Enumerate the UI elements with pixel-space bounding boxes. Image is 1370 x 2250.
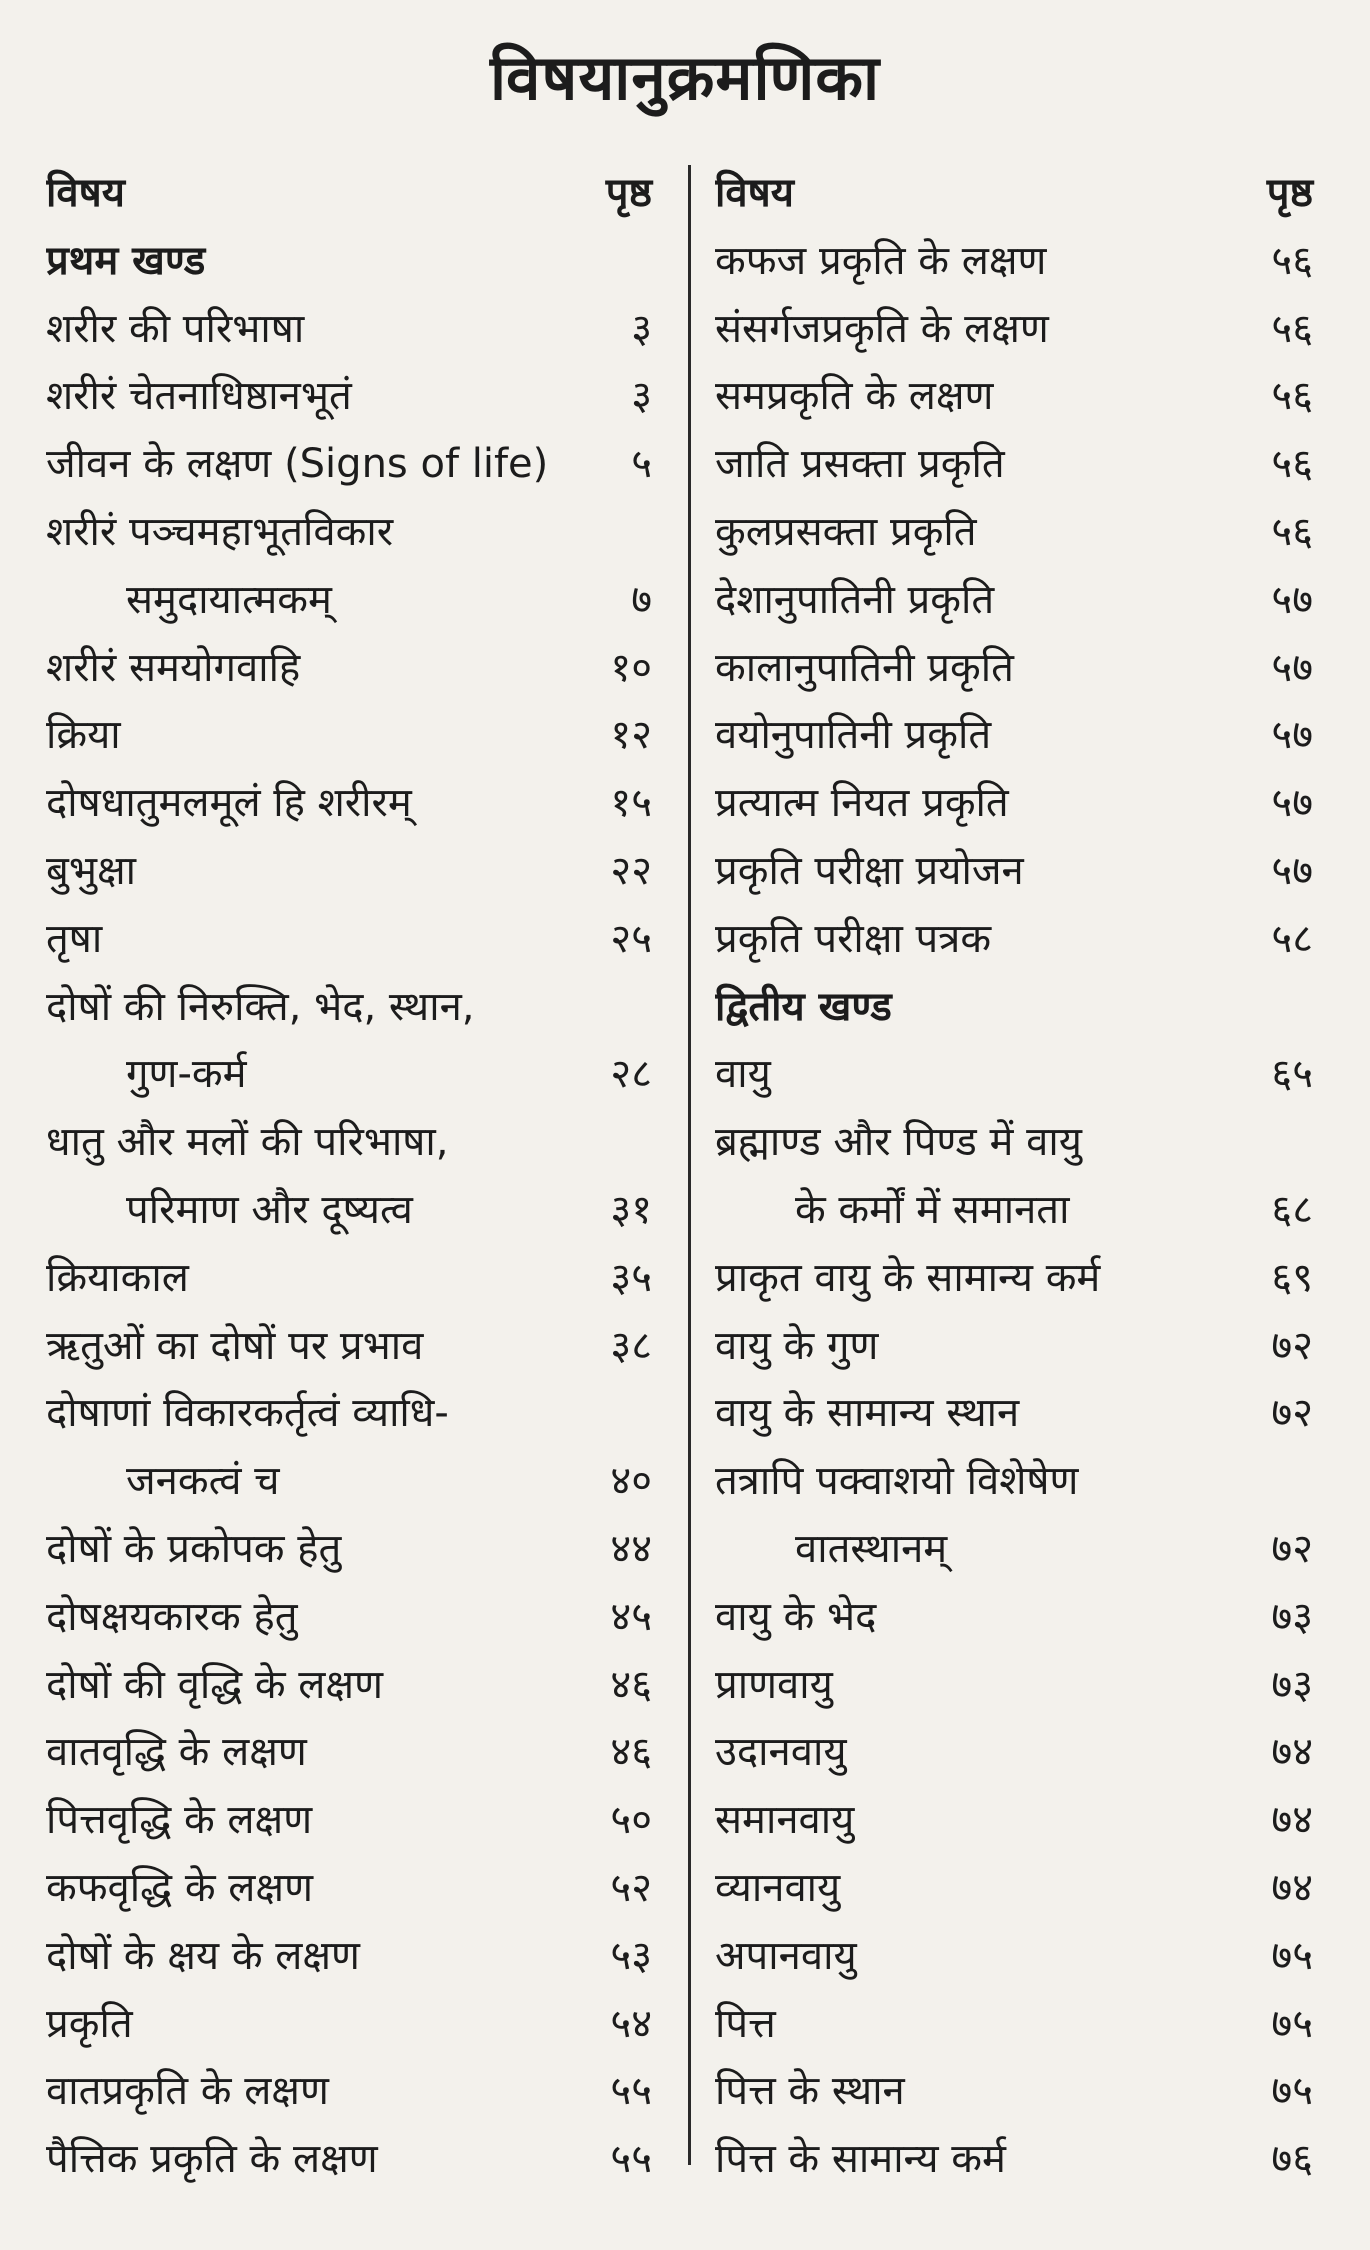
index-entry — [46, 431, 652, 499]
page-title: विषयानुक्रमणिका — [489, 41, 881, 114]
index-entry — [46, 1380, 652, 1448]
entry-page: ५४ — [610, 2000, 652, 2047]
entry-topic: कालानुपातिनी प्रकृति — [715, 644, 1014, 691]
page-header: पृष्ठ — [1266, 170, 1313, 216]
entry-page: २२ — [610, 847, 652, 894]
entry-topic: शरीरं पञ्चमहाभूतविकार — [46, 508, 394, 555]
index-entry — [46, 1584, 652, 1652]
entry-topic: जनकत्वं च — [126, 1458, 280, 1505]
index-entry — [46, 1313, 652, 1381]
index-entry — [715, 1652, 1313, 1720]
entry-page: ७५ — [1271, 2000, 1313, 2047]
index-entry — [715, 635, 1313, 703]
index-entry — [715, 1109, 1313, 1177]
column-header — [715, 160, 1313, 228]
entry-page: २८ — [610, 1051, 652, 1098]
entry-topic: दोषाणां विकारकर्तृत्वं व्याधि- — [46, 1390, 449, 1437]
index-entry — [715, 567, 1313, 635]
index-entry — [46, 838, 652, 906]
topic-header: विषय — [46, 170, 125, 216]
entry-page: २५ — [610, 915, 652, 962]
index-entry — [715, 431, 1313, 499]
entry-page: १० — [610, 644, 652, 691]
entry-topic: समप्रकृति के लक्षण — [715, 373, 994, 420]
entry-topic: वायु के गुण — [715, 1322, 879, 1369]
entry-page: ७२ — [1271, 1322, 1313, 1369]
index-entry — [715, 1923, 1313, 1991]
column-header — [46, 160, 652, 228]
section-heading — [46, 228, 652, 296]
entry-topic: पित्त के स्थान — [715, 2068, 905, 2115]
entry-page: ७६ — [1271, 2136, 1313, 2183]
index-entry — [46, 567, 652, 635]
entry-page: ४५ — [610, 1593, 652, 1640]
entry-page: ७ — [631, 576, 652, 623]
entry-topic: वातप्रकृति के लक्षण — [46, 2068, 329, 2115]
index-entry — [46, 635, 652, 703]
entry-page: ७५ — [1271, 2068, 1313, 2115]
index-entry — [715, 296, 1313, 364]
entry-topic: के कर्मों में समानता — [795, 1186, 1070, 1233]
entry-page: ५ — [631, 441, 652, 488]
entry-topic: ब्रह्माण्ड और पिण्ड में वायु — [715, 1119, 1082, 1166]
index-entry — [715, 499, 1313, 567]
index-entry — [46, 974, 652, 1042]
entry-topic: प्रकृति परीक्षा पत्रक — [715, 915, 992, 962]
entry-page: ५७ — [1271, 780, 1313, 827]
entry-topic: क्रियाकाल — [46, 1254, 189, 1301]
entry-topic: क्रिया — [46, 712, 121, 759]
entry-topic: बुभुक्षा — [46, 847, 136, 894]
index-entry — [46, 296, 652, 364]
index-entry — [46, 1991, 652, 2059]
index-entry — [46, 1923, 652, 1991]
entry-topic: दोषक्षयकारक हेतु — [46, 1593, 298, 1640]
right-entries — [715, 228, 1313, 2194]
entry-page: ३१ — [610, 1186, 652, 1233]
entry-page: ५६ — [1271, 508, 1313, 555]
entry-page: ५७ — [1271, 847, 1313, 894]
section-title: प्रथम खण्ड — [46, 237, 206, 284]
index-entry — [715, 1516, 1313, 1584]
entry-page: ५७ — [1271, 576, 1313, 623]
entry-page: ५२ — [610, 1864, 652, 1911]
index-entry — [46, 1109, 652, 1177]
index-entry — [46, 770, 652, 838]
index-entry — [715, 1584, 1313, 1652]
index-entry — [715, 1719, 1313, 1787]
index-entry — [46, 1719, 652, 1787]
index-entry — [46, 499, 652, 567]
topic-header: विषय — [715, 170, 794, 216]
entry-page: ३ — [631, 305, 652, 352]
entry-topic: दोषों की निरुक्ति, भेद, स्थान, — [46, 983, 475, 1030]
entry-page: ५६ — [1271, 237, 1313, 284]
entry-page: ६५ — [1271, 1051, 1313, 1098]
entry-topic: उदानवायु — [715, 1729, 847, 1776]
index-entry — [715, 1855, 1313, 1923]
index-entry — [46, 1516, 652, 1584]
entry-topic: दोषधातुमलमूलं हि शरीरम् — [46, 780, 412, 827]
index-entry — [715, 1245, 1313, 1313]
index-entry — [715, 2058, 1313, 2126]
entry-topic: वायु के सामान्य स्थान — [715, 1390, 1020, 1437]
index-entry — [715, 770, 1313, 838]
index-entry — [715, 1313, 1313, 1381]
entry-page: ७४ — [1271, 1729, 1313, 1776]
entry-topic: समानवायु — [715, 1797, 855, 1844]
entry-page: ५७ — [1271, 644, 1313, 691]
entry-topic: प्राणवायु — [715, 1661, 833, 1708]
index-entry — [715, 1177, 1313, 1245]
index-entry — [46, 2058, 652, 2126]
entry-topic: दोषों के क्षय के लक्षण — [46, 1932, 360, 1979]
entry-page: ४४ — [610, 1525, 652, 1572]
entry-page: ५६ — [1271, 305, 1313, 352]
index-entry — [46, 1245, 652, 1313]
entry-topic: दोषों की वृद्धि के लक्षण — [46, 1661, 384, 1708]
entry-page: ४० — [610, 1458, 652, 1505]
entry-page: ७४ — [1271, 1797, 1313, 1844]
entry-topic: तृषा — [46, 915, 103, 962]
index-entry — [715, 838, 1313, 906]
entry-topic: जीवन के लक्षण (Signs of life) — [46, 441, 549, 488]
index-entry — [715, 1041, 1313, 1109]
index-entry — [46, 363, 652, 431]
entry-page: ६८ — [1271, 1186, 1313, 1233]
index-entry — [46, 906, 652, 974]
index-entry — [46, 1041, 652, 1109]
index-entry — [46, 1855, 652, 1923]
index-entry — [46, 1787, 652, 1855]
entry-topic: शरीर की परिभाषा — [46, 305, 305, 352]
entry-page: ७२ — [1271, 1525, 1313, 1572]
entry-page: ५३ — [610, 1932, 652, 1979]
index-entry — [715, 702, 1313, 770]
entry-topic: वातस्थानम् — [795, 1525, 948, 1572]
column-divider — [688, 165, 691, 2165]
entry-topic: व्यानवायु — [715, 1864, 841, 1911]
entry-topic: प्रकृति परीक्षा प्रयोजन — [715, 847, 1024, 894]
entry-topic: प्रकृति — [46, 2000, 133, 2047]
entry-topic: समुदायात्मकम् — [126, 576, 332, 623]
entry-topic: प्रत्यात्म नियत प्रकृति — [715, 780, 1009, 827]
entry-topic: कफज प्रकृति के लक्षण — [715, 237, 1047, 284]
index-entry — [715, 1991, 1313, 2059]
index-entry — [46, 2126, 652, 2194]
entry-topic: शरीरं चेतनाधिष्ठानभूतं — [46, 373, 352, 420]
entry-page: ६९ — [1271, 1254, 1313, 1301]
entry-topic: पित्त — [715, 2000, 776, 2047]
index-entry — [715, 1380, 1313, 1448]
entry-page: ५८ — [1271, 915, 1313, 962]
entry-page: ३५ — [610, 1254, 652, 1301]
entry-page: ३ — [631, 373, 652, 420]
entry-page: ५५ — [610, 2068, 652, 2115]
entry-page: ७२ — [1271, 1390, 1313, 1437]
index-entry — [46, 1652, 652, 1720]
index-entry — [715, 1787, 1313, 1855]
entry-page: ७३ — [1271, 1593, 1313, 1640]
left-entries — [46, 228, 652, 2194]
index-entry — [46, 702, 652, 770]
left-column — [46, 160, 652, 2194]
entry-topic: वायु के भेद — [715, 1593, 877, 1640]
section-heading — [715, 974, 1313, 1042]
entry-page: १२ — [610, 712, 652, 759]
index-entry — [715, 363, 1313, 431]
entry-topic: धातु और मलों की परिभाषा, — [46, 1119, 449, 1166]
index-entry — [46, 1177, 652, 1245]
entry-topic: वयोनुपातिनी प्रकृति — [715, 712, 992, 759]
entry-topic: ऋतुओं का दोषों पर प्रभाव — [46, 1322, 424, 1369]
entry-topic: देशानुपातिनी प्रकृति — [715, 576, 995, 623]
entry-topic: शरीरं समयोगवाहि — [46, 644, 301, 691]
index-entry — [46, 1448, 652, 1516]
section-title: द्वितीय खण्ड — [715, 983, 892, 1030]
index-entry — [715, 228, 1313, 296]
entry-topic: कफवृद्धि के लक्षण — [46, 1864, 313, 1911]
entry-topic: पैत्तिक प्रकृति के लक्षण — [46, 2136, 378, 2183]
entry-topic: दोषों के प्रकोपक हेतु — [46, 1525, 342, 1572]
entry-page: ४६ — [610, 1729, 652, 1776]
entry-page: ५५ — [610, 2136, 652, 2183]
entry-page: ५६ — [1271, 373, 1313, 420]
entry-page: ७५ — [1271, 1932, 1313, 1979]
entry-topic: कुलप्रसक्ता प्रकृति — [715, 508, 977, 555]
entry-topic: पित्तवृद्धि के लक्षण — [46, 1797, 313, 1844]
entry-page: १५ — [610, 780, 652, 827]
entry-topic: अपानवायु — [715, 1932, 857, 1979]
entry-topic: प्राकृत वायु के सामान्य कर्म — [715, 1254, 1101, 1301]
entry-topic: संसर्गजप्रकृति के लक्षण — [715, 305, 1049, 352]
entry-page: ५७ — [1271, 712, 1313, 759]
entry-page: ३८ — [610, 1322, 652, 1369]
entry-topic: जाति प्रसक्ता प्रकृति — [715, 441, 1005, 488]
entry-topic: परिमाण और दूष्यत्व — [126, 1186, 413, 1233]
entry-page: ५६ — [1271, 441, 1313, 488]
index-entry — [715, 906, 1313, 974]
entry-topic: तत्रापि पक्वाशयो विशेषेण — [715, 1458, 1079, 1505]
entry-topic: गुण-कर्म — [126, 1051, 247, 1098]
entry-page: ७४ — [1271, 1864, 1313, 1911]
entry-page: ५० — [610, 1797, 652, 1844]
page-header: पृष्ठ — [605, 170, 652, 216]
entry-topic: वातवृद्धि के लक्षण — [46, 1729, 307, 1776]
entry-page: ७३ — [1271, 1661, 1313, 1708]
right-column — [715, 160, 1313, 2194]
entry-topic: वायु — [715, 1051, 771, 1098]
index-entry — [715, 2126, 1313, 2194]
entry-topic: पित्त के सामान्य कर्म — [715, 2136, 1006, 2183]
entry-page: ४६ — [610, 1661, 652, 1708]
index-entry — [715, 1448, 1313, 1516]
